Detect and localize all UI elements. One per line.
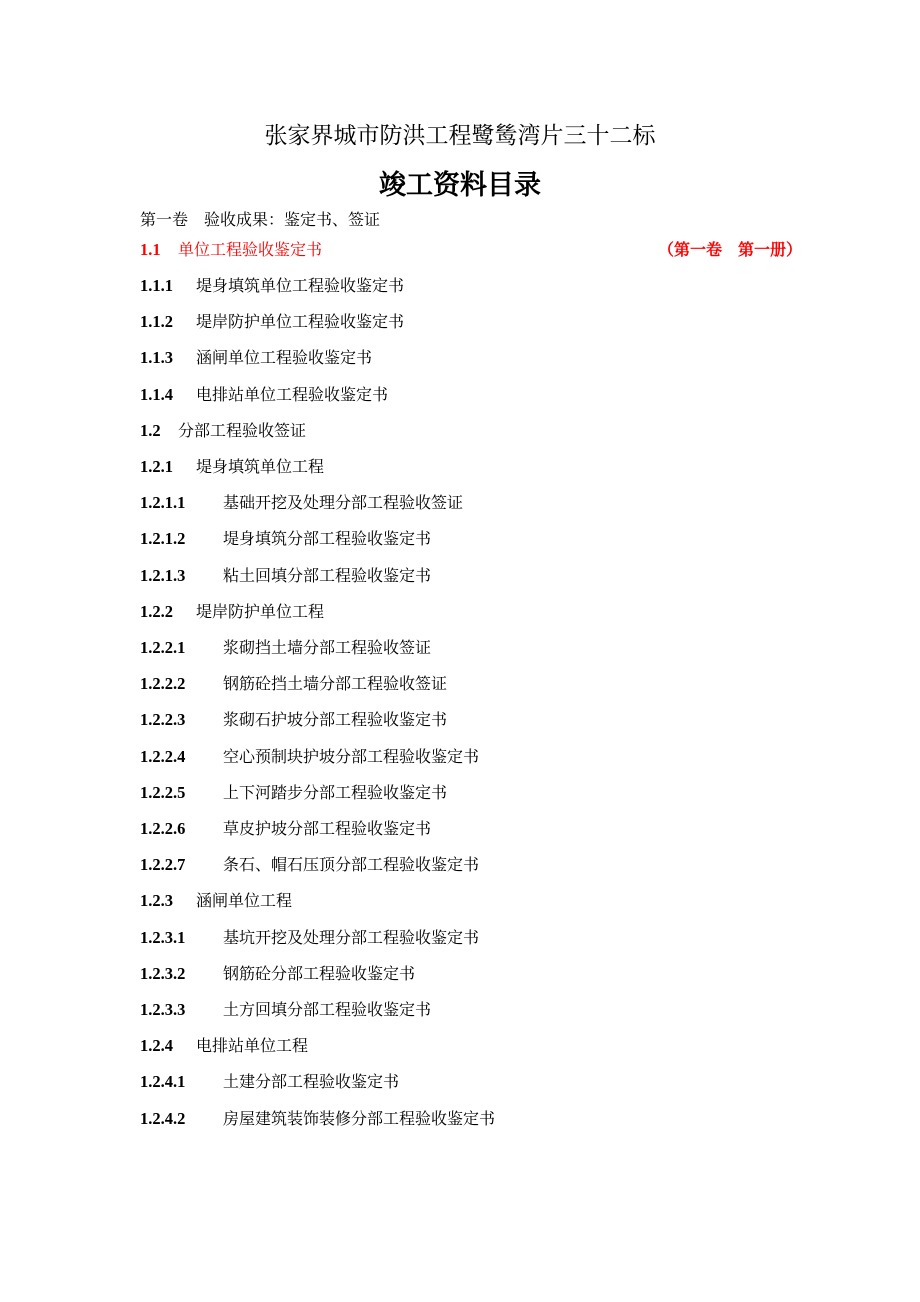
toc-item-title: 堤岸防护单位工程验收鉴定书 [196,312,405,331]
project-title: 张家界城市防洪工程鹭鸶湾片三十二标 [264,123,656,149]
toc-item [140,598,324,626]
toc-item-title: 电排站单位工程验收鉴定书 [196,385,389,404]
toc-item [140,779,447,807]
toc-item-number: 1.2.2.3 [140,710,186,729]
toc-item-title: 粘土回填分部工程验收鉴定书 [223,566,432,585]
toc-item-title: 堤身填筑单位工程 [196,457,325,476]
toc-item [140,453,324,481]
toc-item-title: 上下河踏步分部工程验收鉴定书 [223,783,448,802]
toc-item [140,272,404,300]
toc-item-number: 1.2.1.1 [140,493,186,512]
toc-item-number: 1.2.3.2 [140,964,186,983]
toc-item [140,344,372,372]
section-label: 单位工程验收鉴定书 [178,240,323,259]
toc-item [140,670,447,698]
toc-item-number: 1.1.3 [140,348,173,367]
toc-item [140,1105,495,1133]
toc-item-number: 1.1.4 [140,385,173,404]
toc-item-number: 1.2.1.3 [140,566,186,585]
toc-item-number: 1.2.4.1 [140,1072,186,1091]
toc-item-number: 1.2.1.2 [140,529,186,548]
toc-item-number: 1.2.4.2 [140,1109,186,1128]
toc-item-title: 浆砌石护坡分部工程验收鉴定书 [223,710,448,729]
toc-item-number: 1.2.4 [140,1036,173,1055]
toc-item [140,634,431,662]
toc-item [140,525,431,553]
toc-item-title: 涵闸单位工程验收鉴定书 [196,348,373,367]
toc-item [140,960,415,988]
toc-item-number: 1.2.3.1 [140,928,186,947]
page-title: 竣工资料目录 [379,170,541,201]
toc-item-number: 1.2.2.7 [140,855,186,874]
toc-item-number: 1.2.2.5 [140,783,186,802]
toc-item [140,562,431,590]
toc-item-number: 1.2.3 [140,891,173,910]
toc-item-title: 钢筋砼挡土墙分部工程验收签证 [223,674,448,693]
toc-item [140,1068,399,1096]
toc-item [140,381,388,409]
toc-item-title: 涵闸单位工程 [196,891,293,910]
toc-item-number: 1.2.2.4 [140,747,186,766]
toc-item [140,743,479,771]
volume-heading: 第一卷 验收成果：鉴定书、签证 [140,210,381,229]
toc-item-title: 草皮护坡分部工程验收鉴定书 [223,819,432,838]
toc-item-title: 土方回填分部工程验收鉴定书 [223,1000,432,1019]
toc-item-title: 钢筋砼分部工程验收鉴定书 [223,964,416,983]
toc-item-number: 1.1.1 [140,276,173,295]
toc-item [140,996,431,1024]
toc-item [140,887,292,915]
toc-item [140,489,463,517]
toc-item-number: 1.2.2.6 [140,819,186,838]
toc-item-title: 堤岸防护单位工程 [196,602,325,621]
toc-item-title: 浆砌挡土墙分部工程验收签证 [223,638,432,657]
section-number: 1.1 [140,240,161,259]
toc-item-title: 空心预制块护坡分部工程验收鉴定书 [223,747,480,766]
toc-item-number: 1.2 [140,421,161,440]
toc-item [140,851,479,879]
toc-item-number: 1.2.1 [140,457,173,476]
toc-item [140,924,479,952]
toc-item-title: 分部工程验收签证 [178,421,307,440]
toc-item [140,815,431,843]
toc-item-title: 土建分部工程验收鉴定书 [223,1072,400,1091]
toc-item-number: 1.2.2 [140,602,173,621]
volume-tag: （第一卷 第一册） [658,240,803,259]
toc-item-title: 基础开挖及处理分部工程验收签证 [223,493,464,512]
section-1-1 [140,236,322,264]
toc-item [140,706,447,734]
toc-item-title: 房屋建筑装饰装修分部工程验收鉴定书 [223,1109,496,1128]
toc-item-number: 1.1.2 [140,312,173,331]
toc-item-title: 电排站单位工程 [196,1036,309,1055]
toc-item-number: 1.2.2.2 [140,674,186,693]
toc-item-number: 1.2.2.1 [140,638,186,657]
toc-item-title: 堤身填筑单位工程验收鉴定书 [196,276,405,295]
toc-item-title: 条石、帽石压顶分部工程验收鉴定书 [223,855,480,874]
toc-item [140,308,404,336]
toc-item [140,417,306,445]
toc-item [140,1032,308,1060]
toc-item-number: 1.2.3.3 [140,1000,186,1019]
toc-item-title: 基坑开挖及处理分部工程验收鉴定书 [223,928,480,947]
toc-item-title: 堤身填筑分部工程验收鉴定书 [223,529,432,548]
